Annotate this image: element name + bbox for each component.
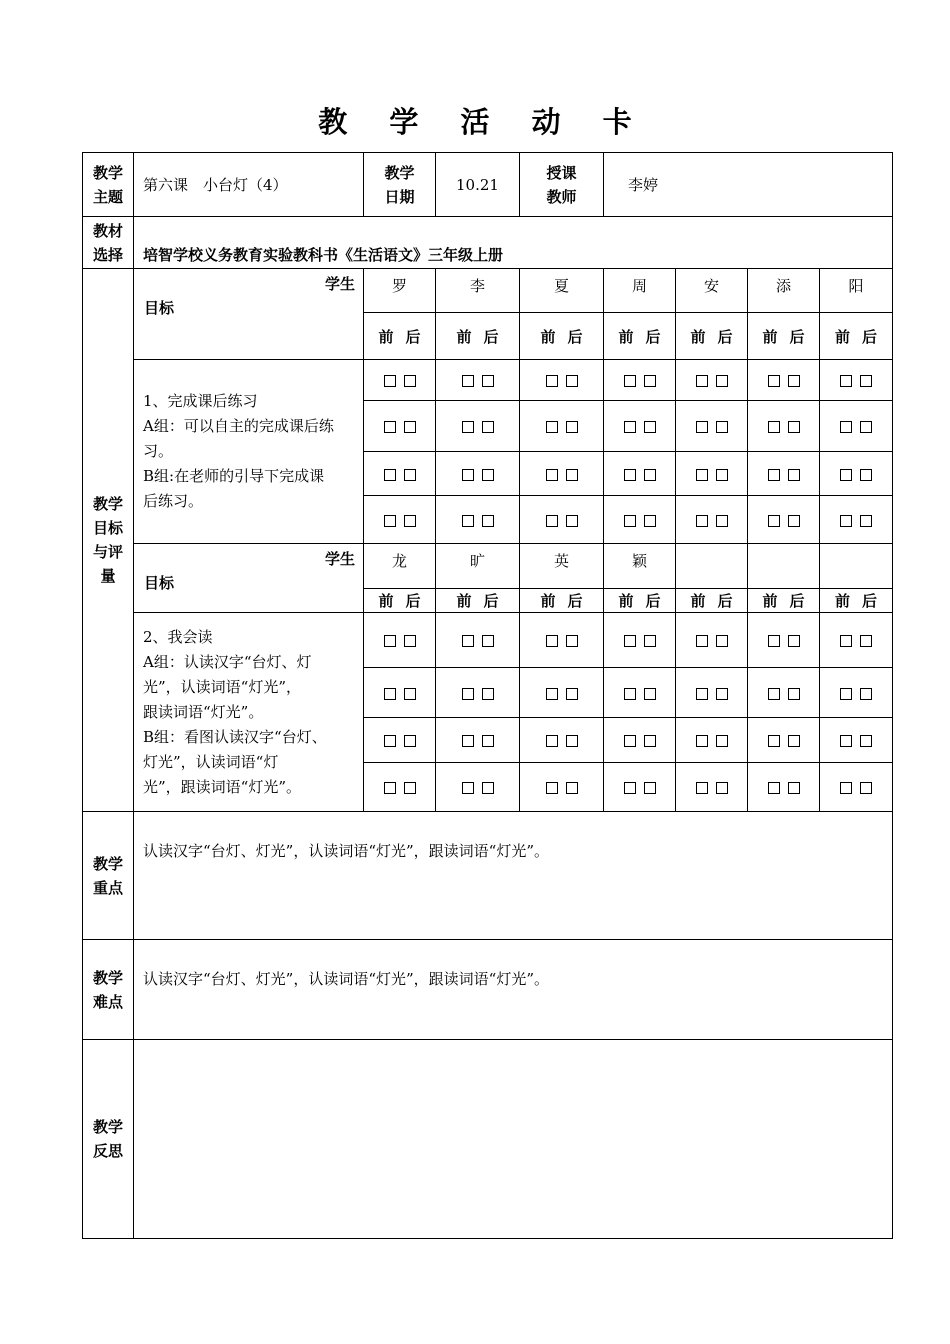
- checkbox-cell: [364, 452, 436, 496]
- before-checkbox[interactable]: [624, 688, 636, 700]
- student-name: [820, 544, 893, 589]
- header-row: [83, 153, 893, 217]
- after-checkbox[interactable]: [644, 735, 656, 747]
- checkbox-cell: [436, 496, 520, 544]
- after-checkbox[interactable]: [788, 635, 800, 647]
- checkbox-cell: [820, 763, 893, 812]
- after-checkbox[interactable]: [644, 688, 656, 700]
- before-checkbox[interactable]: [696, 375, 708, 387]
- before-checkbox[interactable]: [768, 782, 780, 794]
- checkbox-cell: [676, 401, 748, 452]
- checkbox-cell: [676, 613, 748, 668]
- before-checkbox[interactable]: [768, 421, 780, 433]
- after-checkbox[interactable]: [860, 735, 872, 747]
- checkbox-cell: [520, 613, 604, 668]
- after-checkbox[interactable]: [716, 782, 728, 794]
- teacher-label: 授课 教师: [520, 153, 604, 217]
- checkbox-cell: [748, 718, 820, 763]
- after-checkbox[interactable]: [566, 782, 578, 794]
- checkbox-cell: [520, 718, 604, 763]
- before-checkbox[interactable]: [840, 782, 852, 794]
- checkbox-cell: [604, 496, 676, 544]
- before-checkbox[interactable]: [768, 635, 780, 647]
- after-checkbox[interactable]: [644, 469, 656, 481]
- page-title: 教 学 活 动 卡: [318, 105, 648, 139]
- goal1-text: 1、完成课后练习 A组：可以自主的完成课后练 习。 B组:在老师的引导下完成课 后练习。: [134, 360, 364, 544]
- checkbox-cell: [604, 668, 676, 718]
- after-checkbox[interactable]: [404, 421, 416, 433]
- after-checkbox[interactable]: [482, 421, 494, 433]
- checkbox-cell: [520, 452, 604, 496]
- after-checkbox[interactable]: [788, 421, 800, 433]
- student-name: 龙: [364, 544, 436, 589]
- before-checkbox[interactable]: [624, 375, 636, 387]
- before-checkbox[interactable]: [624, 515, 636, 527]
- before-checkbox[interactable]: [696, 735, 708, 747]
- activity-card-table: [82, 152, 893, 1239]
- checkbox-cell: [364, 718, 436, 763]
- before-checkbox[interactable]: [840, 515, 852, 527]
- key-points-value: 认读汉字“台灯、灯光”，认读词语“灯光”，跟读词语“灯光”。: [134, 812, 893, 940]
- before-checkbox[interactable]: [384, 469, 396, 481]
- topic-value: 第六课 小台灯（4）: [134, 153, 364, 217]
- before-checkbox[interactable]: [624, 735, 636, 747]
- before-checkbox[interactable]: [768, 688, 780, 700]
- difficulties-row: [83, 940, 893, 1040]
- after-checkbox[interactable]: [404, 469, 416, 481]
- before-checkbox[interactable]: [462, 735, 474, 747]
- reflection-label: 教学 反思: [83, 1040, 134, 1239]
- before-checkbox[interactable]: [546, 635, 558, 647]
- after-checkbox[interactable]: [404, 635, 416, 647]
- student-name: 李: [436, 269, 520, 313]
- before-checkbox[interactable]: [384, 782, 396, 794]
- checkbox-cell: [604, 763, 676, 812]
- after-checkbox[interactable]: [788, 735, 800, 747]
- checkbox-cell: [364, 668, 436, 718]
- checkbox-cell: [676, 496, 748, 544]
- difficulties-value: 认读汉字“台灯、灯光”，认读词语“灯光”，跟读词语“灯光”。: [134, 940, 893, 1040]
- difficulties-label: 教学 难点: [83, 940, 134, 1040]
- after-checkbox[interactable]: [566, 421, 578, 433]
- before-after-header: 前 后: [676, 313, 748, 360]
- before-checkbox[interactable]: [384, 375, 396, 387]
- before-checkbox[interactable]: [546, 688, 558, 700]
- before-checkbox[interactable]: [624, 782, 636, 794]
- material-value: 培智学校义务教育实验教科书《生活语文》三年级上册: [134, 217, 893, 269]
- before-checkbox[interactable]: [768, 735, 780, 747]
- before-after-header: 前 后: [436, 313, 520, 360]
- before-checkbox[interactable]: [546, 469, 558, 481]
- before-checkbox[interactable]: [462, 515, 474, 527]
- checkbox-cell: [604, 360, 676, 401]
- checkbox-cell: [436, 763, 520, 812]
- goals-student-row-1: [83, 269, 893, 313]
- checkbox-cell: [364, 613, 436, 668]
- checkbox-cell: [604, 718, 676, 763]
- student-name: 颖: [604, 544, 676, 589]
- material-label: 教材 选择: [83, 217, 134, 269]
- after-checkbox[interactable]: [860, 421, 872, 433]
- checkbox-cell: [520, 763, 604, 812]
- before-checkbox[interactable]: [696, 635, 708, 647]
- after-checkbox[interactable]: [716, 375, 728, 387]
- before-after-header: 前 后: [748, 313, 820, 360]
- before-checkbox[interactable]: [624, 469, 636, 481]
- after-checkbox[interactable]: [482, 515, 494, 527]
- before-checkbox[interactable]: [384, 515, 396, 527]
- before-after-header: 前 后: [520, 313, 604, 360]
- before-checkbox[interactable]: [462, 688, 474, 700]
- after-checkbox[interactable]: [404, 375, 416, 387]
- after-checkbox[interactable]: [716, 469, 728, 481]
- checkbox-cell: [820, 718, 893, 763]
- checkbox-cell: [748, 668, 820, 718]
- after-checkbox[interactable]: [404, 688, 416, 700]
- before-checkbox[interactable]: [840, 469, 852, 481]
- after-checkbox[interactable]: [788, 782, 800, 794]
- before-checkbox[interactable]: [768, 515, 780, 527]
- before-after-header: 前 后: [520, 588, 604, 612]
- date-value: 10.21: [436, 153, 520, 217]
- after-checkbox[interactable]: [404, 515, 416, 527]
- checkbox-cell: [364, 401, 436, 452]
- checkbox-cell: [748, 496, 820, 544]
- checkbox-cell: [748, 360, 820, 401]
- after-checkbox[interactable]: [860, 635, 872, 647]
- student-name: 英: [520, 544, 604, 589]
- after-checkbox[interactable]: [566, 375, 578, 387]
- before-checkbox[interactable]: [768, 375, 780, 387]
- after-checkbox[interactable]: [716, 421, 728, 433]
- student-name: 夏: [520, 269, 604, 313]
- student-name: 旷: [436, 544, 520, 589]
- before-checkbox[interactable]: [768, 469, 780, 481]
- checkbox-cell: [676, 668, 748, 718]
- before-checkbox[interactable]: [546, 515, 558, 527]
- after-checkbox[interactable]: [482, 688, 494, 700]
- student-name: 阳: [820, 269, 893, 313]
- checkbox-cell: [820, 360, 893, 401]
- before-after-header: 前 后: [820, 313, 893, 360]
- checkbox-cell: [520, 360, 604, 401]
- checkbox-cell: [676, 452, 748, 496]
- checkbox-cell: [604, 452, 676, 496]
- before-checkbox[interactable]: [462, 782, 474, 794]
- checkbox-cell: [364, 763, 436, 812]
- checkbox-cell: [820, 452, 893, 496]
- before-after-header: 前 后: [604, 313, 676, 360]
- checkbox-cell: [436, 360, 520, 401]
- teacher-value: 李婷: [604, 153, 893, 217]
- goals-header-2: 学生 目标: [134, 544, 364, 613]
- after-checkbox[interactable]: [860, 515, 872, 527]
- before-after-header: 前 后: [604, 588, 676, 612]
- checkbox-cell: [748, 401, 820, 452]
- reflection-row: [83, 1040, 893, 1239]
- after-checkbox[interactable]: [482, 782, 494, 794]
- before-checkbox[interactable]: [840, 688, 852, 700]
- before-checkbox[interactable]: [696, 782, 708, 794]
- before-after-header: 前 后: [436, 588, 520, 612]
- before-checkbox[interactable]: [546, 421, 558, 433]
- key-points-label: 教学 重点: [83, 812, 134, 940]
- key-points-row: [83, 812, 893, 940]
- topic-label: 教学 主题: [83, 153, 134, 217]
- student-name: 周: [604, 269, 676, 313]
- after-checkbox[interactable]: [482, 469, 494, 481]
- checkbox-cell: [604, 613, 676, 668]
- after-checkbox[interactable]: [566, 688, 578, 700]
- checkbox-cell: [676, 360, 748, 401]
- after-checkbox[interactable]: [788, 375, 800, 387]
- after-checkbox[interactable]: [482, 375, 494, 387]
- checkbox-cell: [820, 496, 893, 544]
- after-checkbox[interactable]: [860, 782, 872, 794]
- date-label: 教学 日期: [364, 153, 436, 217]
- checkbox-cell: [676, 718, 748, 763]
- before-checkbox[interactable]: [462, 469, 474, 481]
- after-checkbox[interactable]: [644, 375, 656, 387]
- before-checkbox[interactable]: [840, 375, 852, 387]
- after-checkbox[interactable]: [860, 375, 872, 387]
- after-checkbox[interactable]: [788, 515, 800, 527]
- checkbox-cell: [436, 613, 520, 668]
- student-name: 添: [748, 269, 820, 313]
- checkbox-cell: [436, 668, 520, 718]
- before-checkbox[interactable]: [384, 735, 396, 747]
- checkbox-cell: [820, 401, 893, 452]
- before-checkbox[interactable]: [462, 421, 474, 433]
- material-row: [83, 217, 893, 269]
- before-checkbox[interactable]: [546, 375, 558, 387]
- checkbox-cell: [676, 763, 748, 812]
- goal2-text: 2、我会读 A组：认读汉字“台灯、灯 光”，认读词语“灯光”， 跟读词语“灯光”。 B组：看图认读汉字“台灯、 灯光”，认读词语“灯 光”，跟读词语“灯光”。: [134, 613, 364, 812]
- after-checkbox[interactable]: [788, 688, 800, 700]
- before-checkbox[interactable]: [546, 735, 558, 747]
- after-checkbox[interactable]: [566, 469, 578, 481]
- after-checkbox[interactable]: [716, 515, 728, 527]
- before-checkbox[interactable]: [546, 782, 558, 794]
- goals-student-row-2: [83, 544, 893, 589]
- before-checkbox[interactable]: [462, 635, 474, 647]
- before-checkbox[interactable]: [384, 635, 396, 647]
- before-checkbox[interactable]: [624, 635, 636, 647]
- after-checkbox[interactable]: [860, 688, 872, 700]
- before-after-header: 前 后: [820, 588, 893, 612]
- after-checkbox[interactable]: [644, 515, 656, 527]
- before-checkbox[interactable]: [840, 421, 852, 433]
- after-checkbox[interactable]: [860, 469, 872, 481]
- after-checkbox[interactable]: [566, 515, 578, 527]
- goals-label: 教学 目标 与评 量: [83, 269, 134, 812]
- checkbox-cell: [520, 401, 604, 452]
- after-checkbox[interactable]: [716, 688, 728, 700]
- after-checkbox[interactable]: [566, 735, 578, 747]
- after-checkbox[interactable]: [644, 635, 656, 647]
- before-checkbox[interactable]: [696, 421, 708, 433]
- before-checkbox[interactable]: [624, 421, 636, 433]
- before-checkbox[interactable]: [840, 635, 852, 647]
- before-checkbox[interactable]: [696, 469, 708, 481]
- before-after-header: 前 后: [364, 313, 436, 360]
- goals-header-1: 学生 目标: [134, 269, 364, 360]
- student-name: 安: [676, 269, 748, 313]
- checkbox-cell: [604, 401, 676, 452]
- after-checkbox[interactable]: [482, 635, 494, 647]
- checkbox-cell: [364, 360, 436, 401]
- after-checkbox[interactable]: [716, 635, 728, 647]
- before-checkbox[interactable]: [696, 688, 708, 700]
- checkbox-cell: [520, 668, 604, 718]
- student-name: [676, 544, 748, 589]
- after-checkbox[interactable]: [644, 421, 656, 433]
- after-checkbox[interactable]: [482, 735, 494, 747]
- checkbox-cell: [820, 613, 893, 668]
- after-checkbox[interactable]: [404, 735, 416, 747]
- before-checkbox[interactable]: [384, 421, 396, 433]
- before-checkbox[interactable]: [840, 735, 852, 747]
- before-checkbox[interactable]: [384, 688, 396, 700]
- goal1-check-row: [83, 360, 893, 401]
- checkbox-cell: [436, 718, 520, 763]
- checkbox-cell: [436, 401, 520, 452]
- after-checkbox[interactable]: [566, 635, 578, 647]
- after-checkbox[interactable]: [404, 782, 416, 794]
- after-checkbox[interactable]: [716, 735, 728, 747]
- before-checkbox[interactable]: [696, 515, 708, 527]
- student-name: 罗: [364, 269, 436, 313]
- reflection-value[interactable]: [134, 1040, 893, 1239]
- checkbox-cell: [436, 452, 520, 496]
- student-name: [748, 544, 820, 589]
- checkbox-cell: [748, 613, 820, 668]
- before-after-header: 前 后: [676, 588, 748, 612]
- before-after-header: 前 后: [364, 588, 436, 612]
- checkbox-cell: [364, 496, 436, 544]
- before-after-header: 前 后: [748, 588, 820, 612]
- checkbox-cell: [748, 452, 820, 496]
- checkbox-cell: [820, 668, 893, 718]
- checkbox-cell: [520, 496, 604, 544]
- goal2-check-row: [83, 613, 893, 668]
- after-checkbox[interactable]: [788, 469, 800, 481]
- after-checkbox[interactable]: [644, 782, 656, 794]
- checkbox-cell: [748, 763, 820, 812]
- before-checkbox[interactable]: [462, 375, 474, 387]
